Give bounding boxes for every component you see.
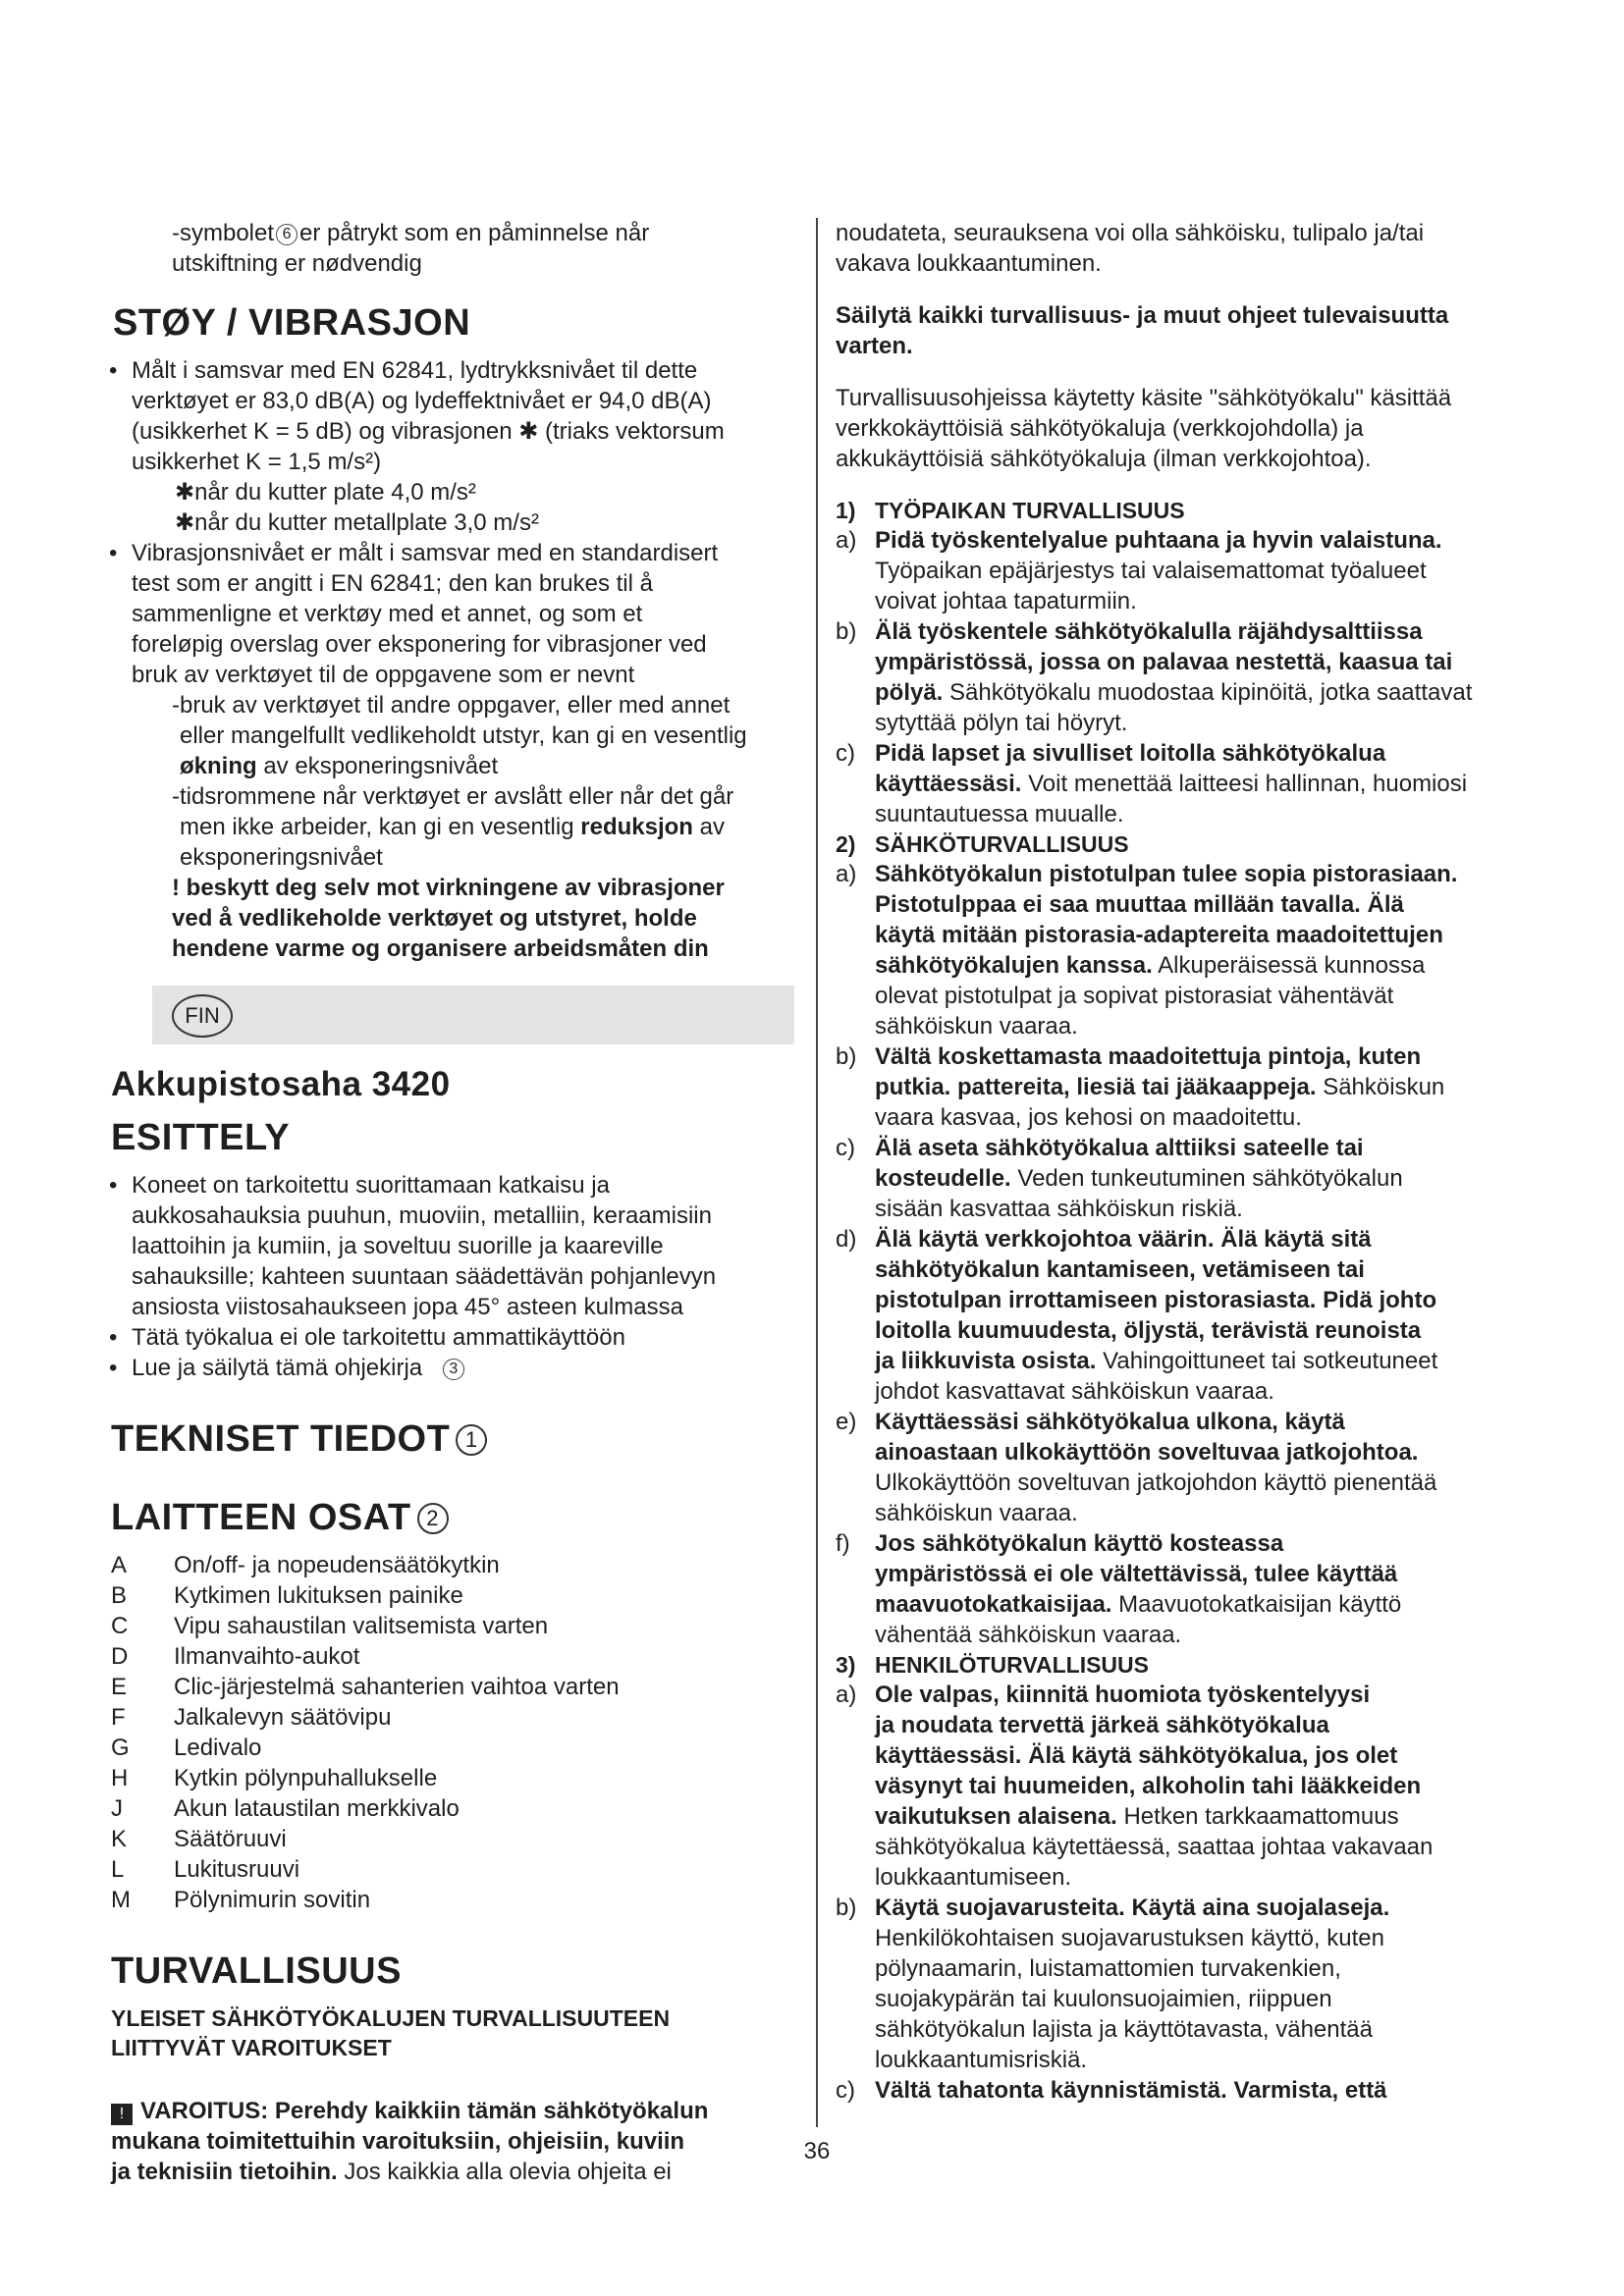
item-body: Käyttäessäsi sähkötyökalua ulkona, käytä ainoastaan ulkokäyttöön soveltuvaa jatkojohtoa. Ulkokäyttöön soveltuvan jatkojohdon käyttö pienentää sähköiskun vaaraa. <box>875 1409 1437 1526</box>
parts-letter: C <box>111 1613 129 1639</box>
intro-bullet-1: • Koneet on tarkoitettu suorittamaan katkaisu ja aukkosahauksia puuhun, muoviin, metalliin, keraamisiin laattoihin ja kumiin, ja soveltuu suorille ja kaareville sahauksille; kahteen suuntaan säädettävän pohjanlevyn ansiosta viistosahaukseen jopa 45° asteen kulmassa <box>107 1170 798 1322</box>
safety-subheading: YLEISET SÄHKÖTYÖKALUJEN TURVALLISUUTEEN LIITTYVÄT VAROITUKSET <box>111 2005 671 2060</box>
item-body: Pidä lapset ja sivulliset loitolla sähkötyökalua käyttäessäsi. Voit menettää laitteesi hallinnan, huomiosi suuntautuessa muualle. <box>875 740 1468 828</box>
parts-item <box>111 1641 798 1672</box>
noise-list <box>107 355 798 477</box>
safety-item <box>836 1407 1503 1528</box>
safety-item <box>836 1528 1503 1650</box>
parts-letter: L <box>111 1856 125 1883</box>
parts-label: Kytkimen lukituksen painike <box>174 1582 463 1609</box>
parts-letter: G <box>111 1735 130 1761</box>
safety-item <box>836 1224 1503 1407</box>
parts-letter: D <box>111 1643 129 1670</box>
item-body: Vältä koskettamasta maadoitettuja pintoja, kuten putkia. pattereita, liesiä tai jääkaappeja. Sähköiskun vaara kasvaa, jos kehosi on maadoitettu. <box>875 1043 1445 1131</box>
item-body: Ole valpas, kiinnitä huomiota työskentelyysi ja noudata tervettä järkeä sähkötyökalua käyttäessäsi. Älä käytä sähkötyökalua, jos olet väsynyt tai huumeiden, alkoholin tahi lääkkeiden vaikutuksen alaisena. Hetken tarkkaamattomuus sähkötyökalua käytettäessä, saattaa johtaa vakavaan loukkaantumiseen. <box>875 1682 1434 1891</box>
parts-label: Ledivalo <box>174 1735 262 1761</box>
section-1-list <box>836 525 1503 829</box>
section-3-list <box>836 1680 1503 2106</box>
item-letter: d) <box>836 1226 857 1253</box>
warning-icon: ! <box>111 2104 133 2125</box>
parts-item <box>111 1672 798 1702</box>
parts-letter: A <box>111 1552 128 1578</box>
section-2-list <box>836 859 1503 1650</box>
section-3-heading: 3) HENKILÖTURVALLISUUS <box>836 1652 1149 1678</box>
intro-bullet-3: • Lue ja säilytä tämä ohjekirja 3 <box>107 1353 798 1383</box>
parts-item <box>111 1611 798 1641</box>
section-2-heading: 2) SÄHKÖTURVALLISUUS <box>836 831 1129 857</box>
parts-item <box>111 1702 798 1733</box>
parts-label: Akun lataustilan merkkivalo <box>174 1795 460 1822</box>
parts-item <box>111 1885 798 1915</box>
parts-label: Pölynimurin sovitin <box>174 1887 371 1913</box>
parts-item <box>111 1793 798 1824</box>
item-body: Älä työskentele sähkötyökalulla räjähdysalttiissa ympäristössä, jossa on palavaa nestettä, kaasua tai pölyä. Sähkötyökalu muodostaa kipinöitä, jotka saattavat sytyttää pölyn tai höyryt. <box>875 618 1473 736</box>
item-letter: e) <box>836 1409 857 1435</box>
circled-number-6: 6 <box>276 224 298 245</box>
safety-item <box>836 616 1503 738</box>
noise-heading: STØY / VIBRASJON <box>113 302 471 344</box>
item-body: Vältä tahatonta käynnistämistä. Varmista, että <box>875 2077 1387 2104</box>
parts-letter: M <box>111 1887 131 1913</box>
item-letter: a) <box>836 527 857 554</box>
item-body: Älä käytä verkkojohtoa väärin. Älä käytä sitä sähkötyökalun kantamiseen, vetämiseen tai pistotulpan irrottamiseen pistorasiasta. Pidä johto loitolla kuumuudesta, öljystä, terävistä reunoista ja liikkuvista osista. Vahingoittuneet tai sotkeutuneet johdot kasvattavat sähköiskun vaaraa. <box>875 1226 1438 1405</box>
tech-heading: TEKNISET TIEDOT 1 <box>111 1416 798 1462</box>
item-letter: b) <box>836 1895 857 1921</box>
parts-label: Clic-järjestelmä sahanterien vaihtoa varten <box>174 1674 620 1700</box>
noise-star-1: ✱når du kutter plate 4,0 m/s² <box>175 479 476 506</box>
term-definition: Turvallisuusohjeissa käytetty käsite "sähkötyökalu" käsittää verkkokäyttöisiä sähkötyökaluja (verkkojohdolla) ja akkukäyttöisiä sähkötyökaluja (ilman verkkojohtoa). <box>836 385 1452 472</box>
vibration-warning: ! beskytt deg selv mot virkningene av vibrasjoner ved å vedlikeholde verktøyet og utstyret, holde hendene varme og organisere arbeidsmåten din <box>172 875 725 962</box>
safety-item <box>836 2075 1503 2106</box>
column-divider <box>816 218 818 2127</box>
parts-item <box>111 1580 798 1611</box>
item-letter: c) <box>836 1135 855 1161</box>
warning-continued: noudateta, seurauksena voi olla sähköisku, tulipalo ja/tai vakava loukkaantuminen. <box>836 220 1425 277</box>
page-number: 36 <box>803 2138 831 2164</box>
item-body: Käytä suojavarusteita. Käytä aina suojalaseja. Henkilökohtaisen suojavarustuksen käyttö, kuten pölynaamarin, luistamattomien turvakenkien, suojakypärän tai kuulonsuojaimien, riippuen sähkötyökalun lajista ja käyttötavasta, vähentää loukkaantumisriskiä. <box>875 1895 1390 2073</box>
item-body: Älä aseta sähkötyökalua alttiiksi sateelle tai kosteudelle. Veden tunkeutuminen sähkötyökalun sisään kasvattaa sähköiskun riskiä. <box>875 1135 1403 1222</box>
parts-list <box>111 1550 798 1915</box>
symbol-note: -symbolet 6 er påtrykt som en påminnelse når utskiftning er nødvendig <box>172 220 650 277</box>
safety-item <box>836 738 1503 829</box>
parts-letter: K <box>111 1826 128 1852</box>
item-body: Jos sähkötyökalun käyttö kosteassa ympäristössä ei ole vältettävissä, tulee käyttää maavuotokatkaisijaa. Maavuotokatkaisijan käyttö vähentää sähköiskun vaaraa. <box>875 1530 1402 1648</box>
parts-label: Ilmanvaihto-aukot <box>174 1643 360 1670</box>
safety-item <box>836 1041 1503 1133</box>
parts-letter: J <box>111 1795 123 1822</box>
circled-number-2: 2 <box>417 1503 449 1534</box>
parts-label: Kytkin pölynpuhallukselle <box>174 1765 438 1791</box>
safety-heading: TURVALLISUUS <box>111 1950 402 1992</box>
parts-letter: B <box>111 1582 128 1609</box>
product-title: Akkupistosaha 3420 <box>111 1065 451 1103</box>
noise-dash-1: -bruk av verktøyet til andre oppgaver, eller med annet eller mangelfullt vedlikeholdt utstyr, kan gi en vesentlig økning av eksponeringsnivået <box>172 692 747 779</box>
item-letter: c) <box>836 2077 855 2104</box>
parts-label: Säätöruuvi <box>174 1826 287 1852</box>
item-letter: f) <box>836 1530 850 1557</box>
parts-letter: H <box>111 1765 129 1791</box>
safety-item <box>836 1893 1503 2075</box>
section-1-heading: 1) TYÖPAIKAN TURVALLISUUS <box>836 498 1185 523</box>
left-column-lower <box>111 1062 798 2187</box>
intro-heading: ESITTELY <box>111 1117 291 1158</box>
general-warning: ! VAROITUS: Perehdy kaikkiin tämän sähkötyökalun mukana toimitettuihin varoituksiin, ohjeisiin, kuviin ja teknisiin tietoihin. Jos kaikkia alla olevia ohjeita ei <box>111 2098 709 2185</box>
circled-number-3: 3 <box>443 1359 464 1380</box>
parts-label: Vipu sahaustilan valitsemista varten <box>174 1613 549 1639</box>
parts-heading: LAITTEEN OSAT 2 <box>111 1495 798 1540</box>
parts-item <box>111 1763 798 1793</box>
parts-label: Jalkalevyn säätövipu <box>174 1704 392 1731</box>
safety-item <box>836 1680 1503 1893</box>
parts-item <box>111 1733 798 1763</box>
parts-item <box>111 1854 798 1885</box>
parts-letter: E <box>111 1674 128 1700</box>
noise-dash-2: -tidsrommene når verktøyet er avslått eller når det går men ikke arbeider, kan gi en vesentlig reduksjon av eksponeringsnivået <box>172 783 734 871</box>
language-badge-fin: FIN <box>172 994 233 1038</box>
language-band <box>152 986 794 1044</box>
noise-bullet-1: • Målt i samsvar med EN 62841, lydtrykksnivået til dette verktøyet er 83,0 dB(A) og lydeffektnivået er 94,0 dB(A) (usikkerhet K = 5 dB) og vibrasjonen ✱ (triaks vektorsum usikkerhet K = 1,5 m/s²) <box>107 355 798 477</box>
parts-item <box>111 1824 798 1854</box>
noise-star-2: ✱når du kutter metallplate 3,0 m/s² <box>175 509 539 536</box>
parts-item <box>111 1550 798 1580</box>
noise-list-2 <box>107 538 798 690</box>
item-letter: c) <box>836 740 855 767</box>
safety-item <box>836 525 1503 616</box>
item-body: Pidä työskentelyalue puhtaana ja hyvin valaistuna. Työpaikan epäjärjestys tai valaisemattomat työalueet voivat johtaa tapaturmiin. <box>875 527 1442 614</box>
item-letter: a) <box>836 1682 857 1708</box>
safety-item <box>836 859 1503 1041</box>
item-letter: a) <box>836 861 857 887</box>
safety-item <box>836 1133 1503 1224</box>
noise-bullet-2: • Vibrasjonsnivået er målt i samsvar med en standardisert test som er angitt i EN 62841; den kan brukes til å sammenligne et verktøy med et annet, og som et foreløpig overslag over eksponering for vibrasjoner ved bruk av verktøyet til de oppgavene som er nevnt <box>107 538 798 690</box>
intro-list <box>107 1170 798 1383</box>
right-column <box>836 218 1503 2106</box>
intro-bullet-2: • Tätä työkalua ei ole tarkoitettu ammattikäyttöön <box>107 1322 798 1353</box>
parts-label: Lukitusruuvi <box>174 1856 300 1883</box>
item-body: Sähkötyökalun pistotulpan tulee sopia pistorasiaan. Pistotulppaa ei saa muuttaa millään tavalla. Älä käytä mitään pistorasia-adaptereita maadoitettujen sähkötyökalujen kanssa. Alkuperäisessä kunnossa olevat pistotulpat ja sopivat pistorasiat vähentävät sähköiskun vaaraa. <box>875 861 1458 1040</box>
parts-letter: F <box>111 1704 126 1731</box>
keep-instructions: Säilytä kaikki turvallisuus- ja muut ohjeet tulevaisuutta varten. <box>836 302 1449 359</box>
left-column <box>111 218 798 964</box>
parts-label: On/off- ja nopeudensäätökytkin <box>174 1552 500 1578</box>
item-letter: b) <box>836 1043 857 1070</box>
item-letter: b) <box>836 618 857 645</box>
circled-number-1: 1 <box>456 1424 487 1456</box>
